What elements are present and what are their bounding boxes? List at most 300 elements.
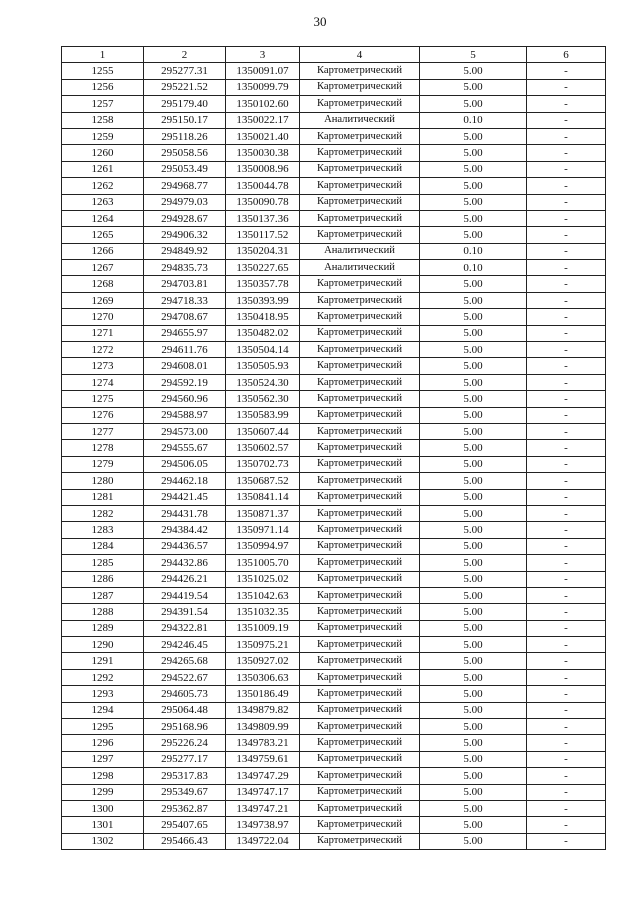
x-coordinate-cell: 294979.03 bbox=[144, 194, 226, 210]
note-cell: - bbox=[527, 96, 606, 112]
table-row bbox=[62, 833, 606, 849]
y-coordinate-cell: 1350021.40 bbox=[226, 128, 300, 144]
point-number-cell: 1270 bbox=[62, 309, 144, 325]
accuracy-cell: 5.00 bbox=[420, 571, 527, 587]
point-number-cell: 1302 bbox=[62, 833, 144, 849]
y-coordinate-cell: 1350102.60 bbox=[226, 96, 300, 112]
x-coordinate-cell: 295362.87 bbox=[144, 800, 226, 816]
point-number-cell: 1269 bbox=[62, 292, 144, 308]
accuracy-cell: 5.00 bbox=[420, 161, 527, 177]
table-row bbox=[62, 178, 606, 194]
table-row bbox=[62, 538, 606, 554]
y-coordinate-cell: 1350562.30 bbox=[226, 391, 300, 407]
method-cell: Картометрический bbox=[300, 210, 420, 226]
point-number-cell: 1301 bbox=[62, 817, 144, 833]
method-cell: Картометрический bbox=[300, 587, 420, 603]
point-number-cell: 1288 bbox=[62, 604, 144, 620]
method-cell: Картометрический bbox=[300, 325, 420, 341]
note-cell: - bbox=[527, 637, 606, 653]
method-cell: Картометрический bbox=[300, 571, 420, 587]
method-cell: Картометрический bbox=[300, 79, 420, 95]
table-row bbox=[62, 587, 606, 603]
method-cell: Картометрический bbox=[300, 817, 420, 833]
method-cell: Картометрический bbox=[300, 128, 420, 144]
accuracy-cell: 5.00 bbox=[420, 784, 527, 800]
x-coordinate-cell: 294431.78 bbox=[144, 505, 226, 521]
y-coordinate-cell: 1350099.79 bbox=[226, 79, 300, 95]
y-coordinate-cell: 1349722.04 bbox=[226, 833, 300, 849]
x-coordinate-cell: 295053.49 bbox=[144, 161, 226, 177]
point-number-cell: 1283 bbox=[62, 522, 144, 538]
point-number-cell: 1279 bbox=[62, 456, 144, 472]
note-cell: - bbox=[527, 358, 606, 374]
accuracy-cell: 5.00 bbox=[420, 194, 527, 210]
table-row bbox=[62, 473, 606, 489]
point-number-cell: 1276 bbox=[62, 407, 144, 423]
note-cell: - bbox=[527, 243, 606, 259]
point-number-cell: 1296 bbox=[62, 735, 144, 751]
note-cell: - bbox=[527, 227, 606, 243]
table-row bbox=[62, 407, 606, 423]
table-row bbox=[62, 719, 606, 735]
table-header bbox=[62, 47, 606, 63]
point-number-cell: 1291 bbox=[62, 653, 144, 669]
note-cell: - bbox=[527, 342, 606, 358]
note-cell: - bbox=[527, 210, 606, 226]
note-cell: - bbox=[527, 309, 606, 325]
method-cell: Картометрический bbox=[300, 178, 420, 194]
point-number-cell: 1261 bbox=[62, 161, 144, 177]
table-row bbox=[62, 374, 606, 390]
accuracy-cell: 5.00 bbox=[420, 391, 527, 407]
y-coordinate-cell: 1350607.44 bbox=[226, 423, 300, 439]
y-coordinate-cell: 1350306.63 bbox=[226, 669, 300, 685]
x-coordinate-cell: 295407.65 bbox=[144, 817, 226, 833]
point-number-cell: 1262 bbox=[62, 178, 144, 194]
note-cell: - bbox=[527, 571, 606, 587]
point-number-cell: 1295 bbox=[62, 719, 144, 735]
method-cell: Картометрический bbox=[300, 637, 420, 653]
table-row bbox=[62, 571, 606, 587]
method-cell: Картометрический bbox=[300, 423, 420, 439]
y-coordinate-cell: 1350841.14 bbox=[226, 489, 300, 505]
table-row bbox=[62, 63, 606, 79]
accuracy-cell: 5.00 bbox=[420, 473, 527, 489]
column-header-2: 2 bbox=[144, 47, 226, 63]
y-coordinate-cell: 1350687.52 bbox=[226, 473, 300, 489]
accuracy-cell: 0.10 bbox=[420, 260, 527, 276]
method-cell: Картометрический bbox=[300, 407, 420, 423]
x-coordinate-cell: 295150.17 bbox=[144, 112, 226, 128]
x-coordinate-cell: 295168.96 bbox=[144, 719, 226, 735]
method-cell: Картометрический bbox=[300, 735, 420, 751]
accuracy-cell: 5.00 bbox=[420, 63, 527, 79]
point-number-cell: 1258 bbox=[62, 112, 144, 128]
table-row bbox=[62, 653, 606, 669]
x-coordinate-cell: 294611.76 bbox=[144, 342, 226, 358]
y-coordinate-cell: 1350971.14 bbox=[226, 522, 300, 538]
note-cell: - bbox=[527, 63, 606, 79]
table-row bbox=[62, 751, 606, 767]
point-number-cell: 1264 bbox=[62, 210, 144, 226]
x-coordinate-cell: 295226.24 bbox=[144, 735, 226, 751]
y-coordinate-cell: 1351025.02 bbox=[226, 571, 300, 587]
header-row bbox=[62, 47, 606, 63]
table-row bbox=[62, 210, 606, 226]
point-number-cell: 1281 bbox=[62, 489, 144, 505]
accuracy-cell: 5.00 bbox=[420, 128, 527, 144]
y-coordinate-cell: 1350137.36 bbox=[226, 210, 300, 226]
table-row bbox=[62, 358, 606, 374]
x-coordinate-cell: 294265.68 bbox=[144, 653, 226, 669]
point-number-cell: 1268 bbox=[62, 276, 144, 292]
y-coordinate-cell: 1350975.21 bbox=[226, 637, 300, 653]
method-cell: Картометрический bbox=[300, 292, 420, 308]
x-coordinate-cell: 295064.48 bbox=[144, 702, 226, 718]
table-row bbox=[62, 325, 606, 341]
note-cell: - bbox=[527, 817, 606, 833]
x-coordinate-cell: 294588.97 bbox=[144, 407, 226, 423]
table-row bbox=[62, 194, 606, 210]
point-number-cell: 1299 bbox=[62, 784, 144, 800]
table-row bbox=[62, 489, 606, 505]
x-coordinate-cell: 295118.26 bbox=[144, 128, 226, 144]
point-number-cell: 1265 bbox=[62, 227, 144, 243]
accuracy-cell: 5.00 bbox=[420, 145, 527, 161]
x-coordinate-cell: 294655.97 bbox=[144, 325, 226, 341]
note-cell: - bbox=[527, 112, 606, 128]
method-cell: Картометрический bbox=[300, 538, 420, 554]
accuracy-cell: 5.00 bbox=[420, 620, 527, 636]
note-cell: - bbox=[527, 784, 606, 800]
accuracy-cell: 5.00 bbox=[420, 505, 527, 521]
x-coordinate-cell: 294708.67 bbox=[144, 309, 226, 325]
x-coordinate-cell: 294426.21 bbox=[144, 571, 226, 587]
accuracy-cell: 5.00 bbox=[420, 440, 527, 456]
table-row bbox=[62, 128, 606, 144]
y-coordinate-cell: 1350090.78 bbox=[226, 194, 300, 210]
note-cell: - bbox=[527, 686, 606, 702]
y-coordinate-cell: 1350091.07 bbox=[226, 63, 300, 79]
table-row bbox=[62, 522, 606, 538]
x-coordinate-cell: 294246.45 bbox=[144, 637, 226, 653]
method-cell: Картометрический bbox=[300, 702, 420, 718]
x-coordinate-cell: 294506.05 bbox=[144, 456, 226, 472]
y-coordinate-cell: 1349759.61 bbox=[226, 751, 300, 767]
y-coordinate-cell: 1349879.82 bbox=[226, 702, 300, 718]
note-cell: - bbox=[527, 145, 606, 161]
x-coordinate-cell: 294322.81 bbox=[144, 620, 226, 636]
x-coordinate-cell: 294384.42 bbox=[144, 522, 226, 538]
y-coordinate-cell: 1350871.37 bbox=[226, 505, 300, 521]
table-row bbox=[62, 735, 606, 751]
point-number-cell: 1289 bbox=[62, 620, 144, 636]
note-cell: - bbox=[527, 456, 606, 472]
method-cell: Картометрический bbox=[300, 669, 420, 685]
y-coordinate-cell: 1350008.96 bbox=[226, 161, 300, 177]
y-coordinate-cell: 1349747.21 bbox=[226, 800, 300, 816]
table-row bbox=[62, 817, 606, 833]
point-number-cell: 1256 bbox=[62, 79, 144, 95]
accuracy-cell: 5.00 bbox=[420, 79, 527, 95]
note-cell: - bbox=[527, 260, 606, 276]
y-coordinate-cell: 1350186.49 bbox=[226, 686, 300, 702]
point-number-cell: 1294 bbox=[62, 702, 144, 718]
table-row bbox=[62, 276, 606, 292]
table-row bbox=[62, 79, 606, 95]
point-number-cell: 1287 bbox=[62, 587, 144, 603]
table-row bbox=[62, 555, 606, 571]
accuracy-cell: 5.00 bbox=[420, 604, 527, 620]
method-cell: Картометрический bbox=[300, 489, 420, 505]
accuracy-cell: 5.00 bbox=[420, 637, 527, 653]
point-number-cell: 1278 bbox=[62, 440, 144, 456]
point-number-cell: 1300 bbox=[62, 800, 144, 816]
x-coordinate-cell: 294608.01 bbox=[144, 358, 226, 374]
note-cell: - bbox=[527, 587, 606, 603]
note-cell: - bbox=[527, 128, 606, 144]
note-cell: - bbox=[527, 522, 606, 538]
note-cell: - bbox=[527, 604, 606, 620]
column-header-1: 1 bbox=[62, 47, 144, 63]
note-cell: - bbox=[527, 669, 606, 685]
y-coordinate-cell: 1350030.38 bbox=[226, 145, 300, 161]
y-coordinate-cell: 1350505.93 bbox=[226, 358, 300, 374]
accuracy-cell: 5.00 bbox=[420, 669, 527, 685]
method-cell: Картометрический bbox=[300, 833, 420, 849]
x-coordinate-cell: 294573.00 bbox=[144, 423, 226, 439]
method-cell: Картометрический bbox=[300, 96, 420, 112]
accuracy-cell: 5.00 bbox=[420, 374, 527, 390]
table-row bbox=[62, 800, 606, 816]
table-row bbox=[62, 243, 606, 259]
table-row bbox=[62, 227, 606, 243]
note-cell: - bbox=[527, 653, 606, 669]
coordinates-table bbox=[61, 46, 606, 850]
point-number-cell: 1257 bbox=[62, 96, 144, 112]
note-cell: - bbox=[527, 178, 606, 194]
accuracy-cell: 5.00 bbox=[420, 227, 527, 243]
accuracy-cell: 5.00 bbox=[420, 292, 527, 308]
y-coordinate-cell: 1351032.35 bbox=[226, 604, 300, 620]
table-row bbox=[62, 96, 606, 112]
method-cell: Картометрический bbox=[300, 391, 420, 407]
method-cell: Картометрический bbox=[300, 440, 420, 456]
x-coordinate-cell: 295349.67 bbox=[144, 784, 226, 800]
table-row bbox=[62, 161, 606, 177]
y-coordinate-cell: 1349809.99 bbox=[226, 719, 300, 735]
method-cell: Картометрический bbox=[300, 620, 420, 636]
accuracy-cell: 5.00 bbox=[420, 178, 527, 194]
note-cell: - bbox=[527, 292, 606, 308]
note-cell: - bbox=[527, 407, 606, 423]
y-coordinate-cell: 1350044.78 bbox=[226, 178, 300, 194]
x-coordinate-cell: 294421.45 bbox=[144, 489, 226, 505]
method-cell: Картометрический bbox=[300, 522, 420, 538]
method-cell: Картометрический bbox=[300, 276, 420, 292]
x-coordinate-cell: 294560.96 bbox=[144, 391, 226, 407]
accuracy-cell: 5.00 bbox=[420, 555, 527, 571]
point-number-cell: 1267 bbox=[62, 260, 144, 276]
table-row bbox=[62, 604, 606, 620]
y-coordinate-cell: 1349783.21 bbox=[226, 735, 300, 751]
note-cell: - bbox=[527, 555, 606, 571]
y-coordinate-cell: 1351042.63 bbox=[226, 587, 300, 603]
x-coordinate-cell: 294462.18 bbox=[144, 473, 226, 489]
y-coordinate-cell: 1350524.30 bbox=[226, 374, 300, 390]
point-number-cell: 1260 bbox=[62, 145, 144, 161]
x-coordinate-cell: 294718.33 bbox=[144, 292, 226, 308]
y-coordinate-cell: 1351009.19 bbox=[226, 620, 300, 636]
accuracy-cell: 5.00 bbox=[420, 800, 527, 816]
point-number-cell: 1284 bbox=[62, 538, 144, 554]
method-cell: Картометрический bbox=[300, 63, 420, 79]
x-coordinate-cell: 295466.43 bbox=[144, 833, 226, 849]
note-cell: - bbox=[527, 505, 606, 521]
accuracy-cell: 5.00 bbox=[420, 489, 527, 505]
x-coordinate-cell: 295277.17 bbox=[144, 751, 226, 767]
method-cell: Картометрический bbox=[300, 800, 420, 816]
accuracy-cell: 5.00 bbox=[420, 768, 527, 784]
accuracy-cell: 5.00 bbox=[420, 358, 527, 374]
note-cell: - bbox=[527, 719, 606, 735]
method-cell: Картометрический bbox=[300, 768, 420, 784]
table-row bbox=[62, 456, 606, 472]
y-coordinate-cell: 1350702.73 bbox=[226, 456, 300, 472]
method-cell: Картометрический bbox=[300, 227, 420, 243]
point-number-cell: 1290 bbox=[62, 637, 144, 653]
y-coordinate-cell: 1350204.31 bbox=[226, 243, 300, 259]
x-coordinate-cell: 295221.52 bbox=[144, 79, 226, 95]
accuracy-cell: 5.00 bbox=[420, 686, 527, 702]
accuracy-cell: 5.00 bbox=[420, 719, 527, 735]
table-row bbox=[62, 702, 606, 718]
note-cell: - bbox=[527, 751, 606, 767]
note-cell: - bbox=[527, 423, 606, 439]
y-coordinate-cell: 1350393.99 bbox=[226, 292, 300, 308]
table-row bbox=[62, 309, 606, 325]
method-cell: Картометрический bbox=[300, 309, 420, 325]
accuracy-cell: 5.00 bbox=[420, 210, 527, 226]
x-coordinate-cell: 295317.83 bbox=[144, 768, 226, 784]
note-cell: - bbox=[527, 833, 606, 849]
column-header-3: 3 bbox=[226, 47, 300, 63]
point-number-cell: 1292 bbox=[62, 669, 144, 685]
x-coordinate-cell: 294419.54 bbox=[144, 587, 226, 603]
table-row bbox=[62, 686, 606, 702]
note-cell: - bbox=[527, 800, 606, 816]
y-coordinate-cell: 1350117.52 bbox=[226, 227, 300, 243]
method-cell: Аналитический bbox=[300, 112, 420, 128]
x-coordinate-cell: 294605.73 bbox=[144, 686, 226, 702]
method-cell: Картометрический bbox=[300, 456, 420, 472]
x-coordinate-cell: 295277.31 bbox=[144, 63, 226, 79]
point-number-cell: 1297 bbox=[62, 751, 144, 767]
point-number-cell: 1275 bbox=[62, 391, 144, 407]
method-cell: Картометрический bbox=[300, 194, 420, 210]
table-row bbox=[62, 391, 606, 407]
note-cell: - bbox=[527, 489, 606, 505]
point-number-cell: 1266 bbox=[62, 243, 144, 259]
point-number-cell: 1263 bbox=[62, 194, 144, 210]
note-cell: - bbox=[527, 538, 606, 554]
x-coordinate-cell: 294928.67 bbox=[144, 210, 226, 226]
x-coordinate-cell: 294835.73 bbox=[144, 260, 226, 276]
table-row bbox=[62, 423, 606, 439]
accuracy-cell: 0.10 bbox=[420, 112, 527, 128]
method-cell: Картометрический bbox=[300, 751, 420, 767]
accuracy-cell: 5.00 bbox=[420, 735, 527, 751]
table-row bbox=[62, 784, 606, 800]
point-number-cell: 1255 bbox=[62, 63, 144, 79]
column-header-4: 4 bbox=[300, 47, 420, 63]
x-coordinate-cell: 295179.40 bbox=[144, 96, 226, 112]
method-cell: Картометрический bbox=[300, 505, 420, 521]
method-cell: Картометрический bbox=[300, 473, 420, 489]
x-coordinate-cell: 294906.32 bbox=[144, 227, 226, 243]
note-cell: - bbox=[527, 391, 606, 407]
table-row bbox=[62, 292, 606, 308]
method-cell: Картометрический bbox=[300, 145, 420, 161]
x-coordinate-cell: 294436.57 bbox=[144, 538, 226, 554]
table-row bbox=[62, 440, 606, 456]
method-cell: Картометрический bbox=[300, 653, 420, 669]
method-cell: Картометрический bbox=[300, 604, 420, 620]
y-coordinate-cell: 1350583.99 bbox=[226, 407, 300, 423]
y-coordinate-cell: 1350927.02 bbox=[226, 653, 300, 669]
x-coordinate-cell: 294391.54 bbox=[144, 604, 226, 620]
note-cell: - bbox=[527, 768, 606, 784]
accuracy-cell: 5.00 bbox=[420, 342, 527, 358]
note-cell: - bbox=[527, 276, 606, 292]
column-header-5: 5 bbox=[420, 47, 527, 63]
x-coordinate-cell: 294432.86 bbox=[144, 555, 226, 571]
accuracy-cell: 5.00 bbox=[420, 325, 527, 341]
y-coordinate-cell: 1350602.57 bbox=[226, 440, 300, 456]
table-row bbox=[62, 260, 606, 276]
point-number-cell: 1285 bbox=[62, 555, 144, 571]
point-number-cell: 1274 bbox=[62, 374, 144, 390]
y-coordinate-cell: 1350504.14 bbox=[226, 342, 300, 358]
accuracy-cell: 5.00 bbox=[420, 653, 527, 669]
method-cell: Картометрический bbox=[300, 719, 420, 735]
accuracy-cell: 5.00 bbox=[420, 833, 527, 849]
x-coordinate-cell: 294555.67 bbox=[144, 440, 226, 456]
method-cell: Картометрический bbox=[300, 784, 420, 800]
accuracy-cell: 5.00 bbox=[420, 587, 527, 603]
table-body bbox=[62, 63, 606, 850]
note-cell: - bbox=[527, 79, 606, 95]
y-coordinate-cell: 1349747.29 bbox=[226, 768, 300, 784]
y-coordinate-cell: 1349738.97 bbox=[226, 817, 300, 833]
note-cell: - bbox=[527, 702, 606, 718]
accuracy-cell: 5.00 bbox=[420, 702, 527, 718]
table-row bbox=[62, 669, 606, 685]
method-cell: Картометрический bbox=[300, 358, 420, 374]
x-coordinate-cell: 295058.56 bbox=[144, 145, 226, 161]
y-coordinate-cell: 1350022.17 bbox=[226, 112, 300, 128]
table-row bbox=[62, 342, 606, 358]
method-cell: Картометрический bbox=[300, 161, 420, 177]
method-cell: Картометрический bbox=[300, 342, 420, 358]
point-number-cell: 1272 bbox=[62, 342, 144, 358]
table-row bbox=[62, 145, 606, 161]
table-row bbox=[62, 768, 606, 784]
point-number-cell: 1259 bbox=[62, 128, 144, 144]
point-number-cell: 1293 bbox=[62, 686, 144, 702]
accuracy-cell: 5.00 bbox=[420, 423, 527, 439]
note-cell: - bbox=[527, 325, 606, 341]
